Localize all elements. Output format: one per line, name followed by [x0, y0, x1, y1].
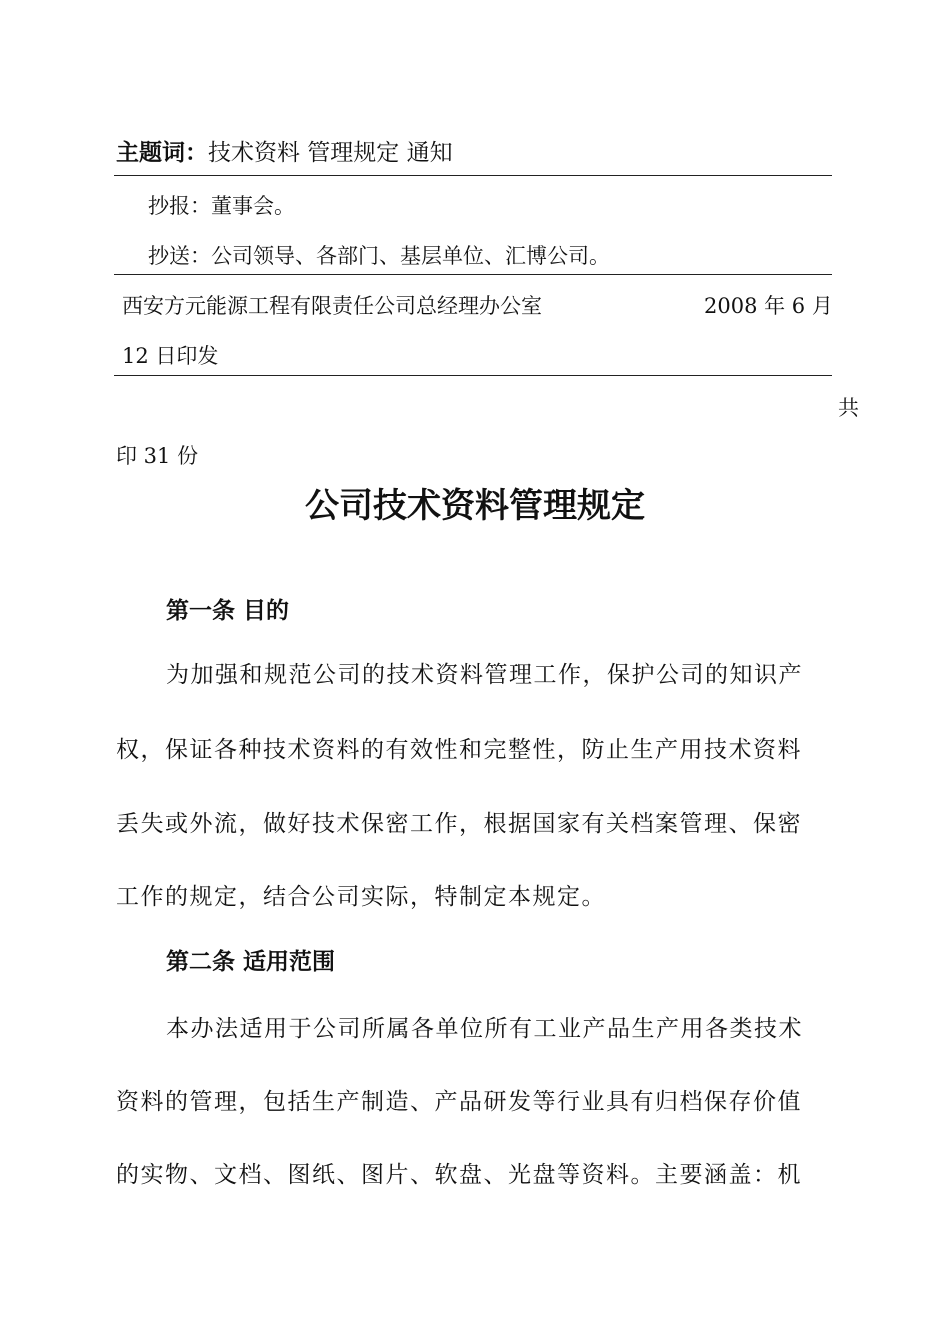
- keywords-line: [116, 134, 453, 167]
- article-2-heading: 第二条 适用范围: [166, 949, 336, 975]
- divider-top: [114, 175, 832, 176]
- issue-date-part1: 2008 年 6 月: [704, 294, 833, 318]
- divider-bottom: [114, 375, 832, 376]
- copies-part2: 印 31 份: [116, 444, 199, 468]
- article-1-line-1: 为加强和规范公司的技术资料管理工作，保护公司的知识产: [166, 662, 803, 688]
- keywords-value: 技术资料 管理规定 通知: [208, 140, 453, 166]
- article-1-line-4: 工作的规定，结合公司实际，特制定本规定。: [116, 884, 606, 910]
- issue-date-part2: 12 日印发: [122, 344, 219, 368]
- issuer: 西安方元能源工程有限责任公司总经理办公室: [122, 294, 542, 318]
- divider-middle: [114, 274, 832, 275]
- article-1-heading: 第一条 目的: [166, 598, 290, 624]
- article-2-line-3: 的实物、文档、图纸、图片、软盘、光盘等资料。主要涵盖：机: [116, 1162, 802, 1188]
- article-2-line-1: 本办法适用于公司所属各单位所有工业产品生产用各类技术: [166, 1016, 803, 1042]
- article-1-line-2: 权，保证各种技术资料的有效性和完整性，防止生产用技术资料: [116, 737, 802, 763]
- document-title: 公司技术资料管理规定: [305, 486, 645, 526]
- keywords-label: 主题词：: [116, 140, 208, 166]
- cc-send: 抄送：公司领导、各部门、基层单位、汇博公司。: [148, 244, 610, 268]
- article-2-line-2: 资料的管理，包括生产制造、产品研发等行业具有归档保存价值: [116, 1089, 802, 1115]
- cc-report: 抄报：董事会。: [148, 194, 295, 218]
- article-1-line-3: 丢失或外流，做好技术保密工作，根据国家有关档案管理、保密: [116, 811, 802, 837]
- copies-part1: 共: [838, 396, 859, 420]
